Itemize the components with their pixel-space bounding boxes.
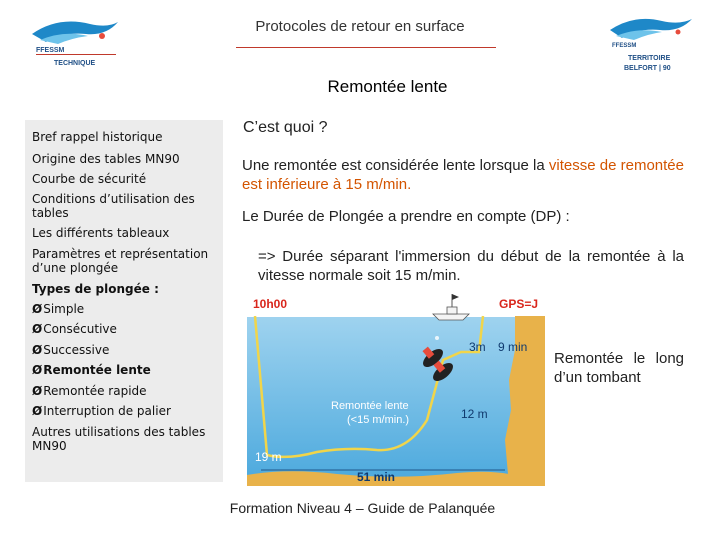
footer-text: Formation Niveau 4 – Guide de Palanquée <box>229 500 496 516</box>
sidebar-item-label: Remontée rapide <box>43 384 147 398</box>
arrow-bullet-icon: Ø <box>32 302 43 316</box>
arrow-bullet-icon: Ø <box>32 384 43 398</box>
logo-right-line2: BELFORT | 90 <box>624 65 671 72</box>
time-start-label: 10h00 <box>253 297 288 311</box>
arrow-bullet-icon: Ø <box>32 343 43 357</box>
sidebar-item-label: Remontée lente <box>43 363 151 377</box>
sidebar-item-label: Consécutive <box>43 322 117 336</box>
duration-label: 51 min <box>357 470 396 484</box>
header-title: Protocoles de retour en surface <box>255 18 465 35</box>
dp-paragraph: Le Durée de Plongée a prendre en compte (DP) : <box>242 208 570 225</box>
sidebar-item-remontee-rapide[interactable] <box>32 384 217 398</box>
arrow-bullet-icon: Ø <box>32 363 43 377</box>
dive-profile-diagram <box>247 290 545 486</box>
sidebar-item-interruption[interactable] <box>32 404 217 418</box>
sidebar-item-historique[interactable]: Bref rappel historique <box>32 130 163 144</box>
slide-title: Remontée lente <box>327 77 448 96</box>
definition-text: Une remontée est considérée lente lorsque la <box>242 157 549 174</box>
sidebar-item-label: Simple <box>43 302 85 316</box>
logo-left-sub: TECHNIQUE <box>54 60 96 67</box>
sidebar-item-conditions[interactable]: Conditions d’utilisation des tables <box>32 192 195 220</box>
sidebar-item-tableaux[interactable]: Les différents tableaux <box>32 226 170 240</box>
header-divider <box>236 47 496 48</box>
definition-paragraph <box>242 156 684 194</box>
side-note: Remontée le long d’un tombant <box>554 350 684 386</box>
depth-mid-label: 12 m <box>461 407 488 421</box>
question-heading: C’est quoi ? <box>243 119 328 136</box>
sidebar-item-autres[interactable]: Autres utilisations des tables MN90 <box>32 425 206 453</box>
gps-label: GPS=J <box>499 297 539 311</box>
sidebar-item-courbe[interactable]: Courbe de sécurité <box>32 172 147 186</box>
stop-time-label: 9 min <box>498 340 528 354</box>
sidebar-item-origine[interactable]: Origine des tables MN90 <box>32 152 180 166</box>
arrow-bullet-icon: Ø <box>32 404 43 418</box>
sidebar-item-parametres[interactable]: Paramètres et représentation d’une plongée <box>32 247 209 275</box>
boat-icon <box>433 294 469 320</box>
sidebar-item-types: Types de plongée : <box>32 282 159 296</box>
sidebar-item-label: Interruption de palier <box>43 404 171 418</box>
dp-definition: => Durée séparant l'immersion du début de la remontée à la vitesse normale soit 15 m/min. <box>258 248 684 284</box>
sidebar-item-simple[interactable] <box>32 302 217 316</box>
sidebar-item-consecutive[interactable] <box>32 322 217 336</box>
sidebar-item-remontee-lente[interactable] <box>32 363 217 377</box>
arrow-bullet-icon: Ø <box>32 322 43 336</box>
stop-depth-label: 3m <box>469 340 486 354</box>
depth-max-label: 19 m <box>255 450 282 464</box>
slow-ascent-rate-label: (<15 m/min.) <box>347 414 410 426</box>
logo-left-brand: FFESSM <box>36 47 65 54</box>
logo-right-line1: TERRITOIRE <box>628 55 671 62</box>
definition-highlight: vitesse de remontée est inférieure à 15 m/min. <box>242 157 684 193</box>
logo-right-brand: FFESSM <box>612 43 637 49</box>
slow-ascent-label: Remontée lente <box>331 400 409 412</box>
sidebar-item-label: Successive <box>43 343 110 357</box>
sidebar-item-successive[interactable] <box>32 343 217 357</box>
